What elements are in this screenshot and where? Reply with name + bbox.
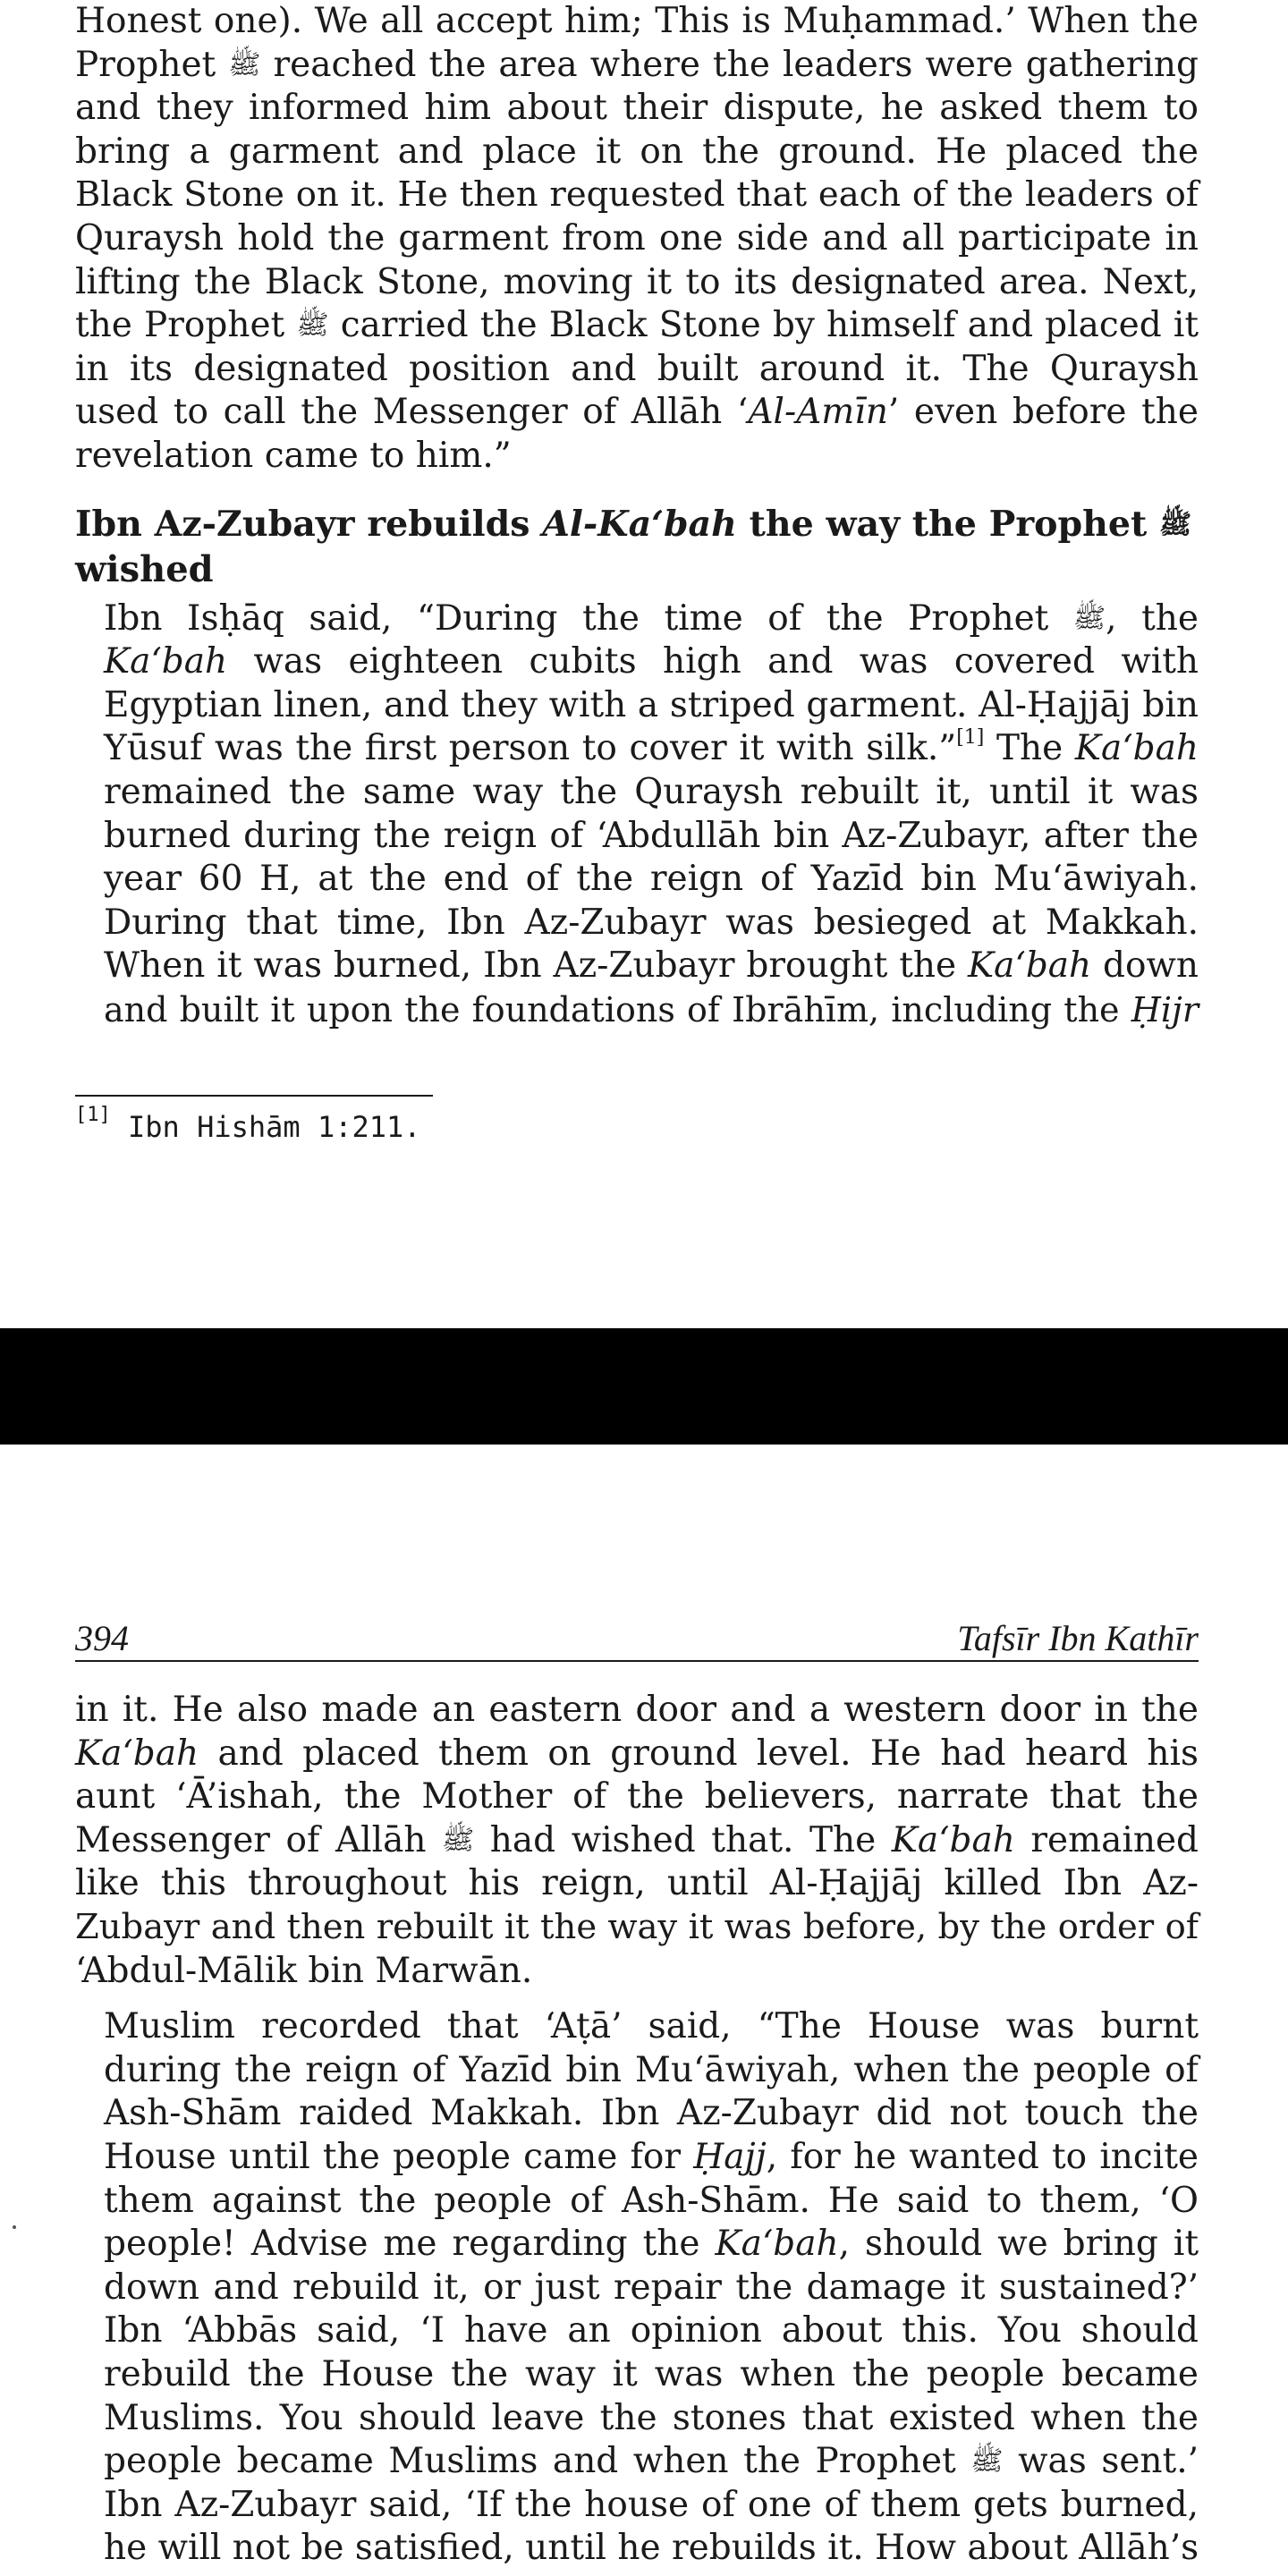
heading-text: Ibn Az-Zubayr rebuilds bbox=[75, 503, 543, 545]
italic-term: Ḥijr bbox=[1131, 989, 1199, 1030]
text-line bbox=[75, 217, 1199, 261]
section-heading bbox=[75, 502, 1199, 592]
text-run: , the bbox=[1106, 597, 1199, 639]
italic-term: Ka‘bah bbox=[968, 945, 1092, 987]
text-run: and placed them on ground level. He had heard his bbox=[199, 1733, 1199, 1774]
text-line bbox=[75, 2309, 1199, 2353]
text-run: burned during the reign of ‘Abdullāh bin Az-Zubayr, after the bbox=[104, 815, 1199, 856]
text-run: Muslim recorded that ‘Aṭā’ said, “The House was burnt bbox=[104, 2006, 1199, 2047]
text-run: Egyptian linen, and they with a striped garment. Al-Ḥajjāj bin bbox=[104, 684, 1199, 725]
paragraph-ibn-ishaq bbox=[75, 597, 1199, 1032]
footnote-marker: [1] bbox=[75, 1104, 111, 1126]
text-run: down bbox=[1091, 945, 1199, 987]
text-line bbox=[75, 945, 1199, 988]
text-line bbox=[75, 348, 1199, 392]
text-run: Quraysh hold the garment from one side and all participate in bbox=[75, 217, 1199, 258]
text-line bbox=[75, 597, 1199, 641]
text-run: Ibn Isḥāq said, “During the time of the Prophet bbox=[104, 597, 1073, 639]
text-line bbox=[75, 640, 1199, 684]
text-run: lifting the Black Stone, moving it to its designated area. Next, bbox=[75, 261, 1199, 302]
text-run: the Prophet bbox=[75, 305, 297, 346]
text-line bbox=[75, 815, 1199, 859]
text-line bbox=[75, 2267, 1199, 2310]
text-run: had wished that. The bbox=[474, 1819, 892, 1860]
text-run: Prophet bbox=[75, 44, 229, 85]
scan-speck bbox=[13, 2225, 16, 2229]
text-line bbox=[75, 858, 1199, 902]
text-run: Muslims. You should leave the stones that existed when the bbox=[104, 2397, 1199, 2438]
text-run: and they informed him about their dispute, he asked them to bbox=[75, 88, 1199, 129]
text-run: When it was burned, Ibn Az-Zubayr brought the bbox=[104, 945, 969, 987]
text-line bbox=[75, 304, 1199, 348]
text-line bbox=[75, 2353, 1199, 2397]
text-run: carried the Black Stone by himself and placed it bbox=[328, 305, 1199, 346]
text-run: Honest one). We all accept him; This is Muḥammad.’ When the bbox=[75, 1, 1199, 41]
footnote-text: Ibn Hishām 1:211. bbox=[110, 1110, 421, 1144]
text-line bbox=[75, 2484, 1199, 2528]
footnote-ref: [1] bbox=[956, 726, 985, 750]
text-run: reached the area where the leaders were gathering bbox=[260, 44, 1199, 85]
heading-line bbox=[75, 502, 1199, 547]
text-line bbox=[75, 1950, 1199, 1994]
text-run: ‘Abdul-Mālik bin Marwān. bbox=[75, 1950, 533, 1991]
text-run: like this throughout his reign, until Al-Ḥajjāj killed Ibn Az- bbox=[75, 1863, 1199, 1904]
text-run: , should we bring it bbox=[838, 2224, 1199, 2265]
italic-term: Ḥajj bbox=[693, 2136, 767, 2177]
heading-italic: Al-Ka‘bah bbox=[542, 503, 737, 545]
text-line bbox=[75, 1819, 1199, 1863]
text-run: and built it upon the foundations of Ibrāhīm, including the bbox=[104, 989, 1131, 1030]
salutation-icon: ﷺ bbox=[442, 1824, 475, 1856]
paragraph-muslim-ata bbox=[75, 2005, 1199, 2571]
text-line bbox=[75, 131, 1199, 174]
text-run: Ibn ‘Abbās said, ‘I have an opinion about this. You should bbox=[104, 2310, 1199, 2351]
text-run: remained bbox=[1014, 1819, 1199, 1860]
text-run: in its designated position and built around it. The Quraysh bbox=[75, 348, 1199, 389]
heading-text: wished bbox=[75, 547, 214, 590]
text-run: them against the people of Ash-Shām. He said to them, ‘O bbox=[104, 2180, 1199, 2221]
text-line bbox=[75, 261, 1199, 305]
text-line bbox=[75, 1733, 1199, 1776]
text-run: ’ even before the bbox=[887, 392, 1199, 433]
italic-term: Ka‘bah bbox=[104, 641, 228, 682]
text-run: Black Stone on it. He then requested that each of the leaders of bbox=[75, 174, 1199, 216]
text-line bbox=[75, 435, 1199, 479]
paragraph-kabah-black-stone bbox=[75, 0, 1199, 479]
text-line bbox=[75, 1906, 1199, 1950]
text-column-top bbox=[75, 0, 1199, 1031]
text-run: was eighteen cubits high and was covered with bbox=[227, 641, 1199, 682]
text-run: Ibn Az-Zubayr said, ‘If the house of one of them gets burned, bbox=[104, 2484, 1199, 2525]
text-line bbox=[75, 2136, 1199, 2180]
text-line bbox=[75, 2049, 1199, 2093]
salutation-icon: ﷺ bbox=[1158, 508, 1192, 540]
text-run: , for he wanted to incite bbox=[766, 2136, 1199, 2177]
book-title: Tafsīr Ibn Kathīr bbox=[957, 1618, 1199, 1658]
text-line bbox=[75, 2005, 1199, 2049]
text-run: aunt ‘Ā’ishah, the Mother of the believers, narrate that the bbox=[75, 1776, 1199, 1818]
page-number: 394 bbox=[75, 1618, 129, 1658]
text-line bbox=[75, 44, 1199, 88]
text-run: Ash-Shām raided Makkah. Ibn Az-Zubayr did not touch the bbox=[104, 2093, 1199, 2134]
salutation-icon: ﷺ bbox=[228, 48, 261, 80]
heading-text: the way the Prophet bbox=[736, 503, 1159, 545]
text-run: Zubayr and then rebuilt it the way it was before, by the order of bbox=[75, 1906, 1199, 1947]
text-line bbox=[75, 1862, 1199, 1906]
text-run: bring a garment and place it on the ground. He placed the bbox=[75, 131, 1199, 172]
italic-term: Ka‘bah bbox=[891, 1819, 1015, 1860]
text-run: down and rebuild it, or just repair the damage it sustained?’ bbox=[104, 2267, 1199, 2308]
text-run: remained the same way the Quraysh rebuilt it, until it was bbox=[104, 771, 1199, 812]
text-line bbox=[75, 988, 1199, 1032]
text-column-bottom bbox=[75, 1689, 1199, 2571]
text-line bbox=[75, 2397, 1199, 2441]
text-line bbox=[75, 2092, 1199, 2136]
text-line bbox=[75, 1775, 1199, 1819]
text-run: in it. He also made an eastern door and a western door in the bbox=[75, 1690, 1199, 1730]
text-line bbox=[75, 771, 1199, 815]
text-run: during the reign of Yazīd bin Mu‘āwiyah, when the people of bbox=[104, 2049, 1199, 2090]
text-line bbox=[75, 2527, 1199, 2571]
italic-term: Ka‘bah bbox=[75, 1733, 199, 1774]
running-head bbox=[75, 1610, 1199, 1662]
text-line bbox=[75, 174, 1199, 217]
text-line bbox=[75, 902, 1199, 945]
text-line bbox=[75, 87, 1199, 131]
salutation-icon: ﷺ bbox=[1072, 602, 1106, 634]
text-run: people! Advise me regarding the bbox=[104, 2224, 716, 2265]
paragraph-eastern-western-door bbox=[75, 1689, 1199, 1993]
text-line bbox=[75, 391, 1199, 435]
salutation-icon: ﷺ bbox=[970, 2445, 1004, 2478]
text-line bbox=[75, 1689, 1199, 1733]
text-run: was sent.’ bbox=[1003, 2441, 1199, 2482]
footnote bbox=[75, 1106, 421, 1148]
italic-term: Al-Amīn bbox=[748, 392, 888, 433]
text-run: House until the people came for bbox=[104, 2136, 694, 2177]
text-run: Yūsuf was the first person to cover it with silk.” bbox=[104, 728, 957, 769]
text-run: year 60 H, at the end of the reign of Yazīd bin Mu‘āwiyah. bbox=[104, 859, 1199, 900]
text-line bbox=[75, 2440, 1199, 2484]
footnote-rule bbox=[75, 1095, 433, 1097]
text-line bbox=[75, 2180, 1199, 2224]
text-run: he will not be satisfied, until he rebuilds it. How about Allāh’s bbox=[104, 2528, 1199, 2569]
text-line bbox=[75, 2223, 1199, 2267]
text-run: people became Muslims and when the Prophet bbox=[104, 2441, 971, 2482]
scan-divider-band bbox=[0, 1328, 1288, 1445]
text-line bbox=[75, 0, 1199, 44]
text-line bbox=[75, 684, 1199, 728]
italic-term: Ka‘bah bbox=[1074, 728, 1199, 769]
heading-line bbox=[75, 547, 1199, 592]
text-run: used to call the Messenger of Allāh ‘ bbox=[75, 392, 749, 433]
text-run: During that time, Ibn Az-Zubayr was besieged at Makkah. bbox=[104, 902, 1199, 943]
italic-term: Ka‘bah bbox=[715, 2224, 839, 2265]
text-run: The bbox=[984, 728, 1075, 769]
salutation-icon: ﷺ bbox=[296, 309, 329, 342]
text-line bbox=[75, 727, 1199, 771]
text-run: rebuild the House the way it was when the people became bbox=[104, 2353, 1199, 2394]
text-run: revelation came to him.” bbox=[75, 435, 512, 476]
text-run: Messenger of Allāh bbox=[75, 1819, 442, 1860]
